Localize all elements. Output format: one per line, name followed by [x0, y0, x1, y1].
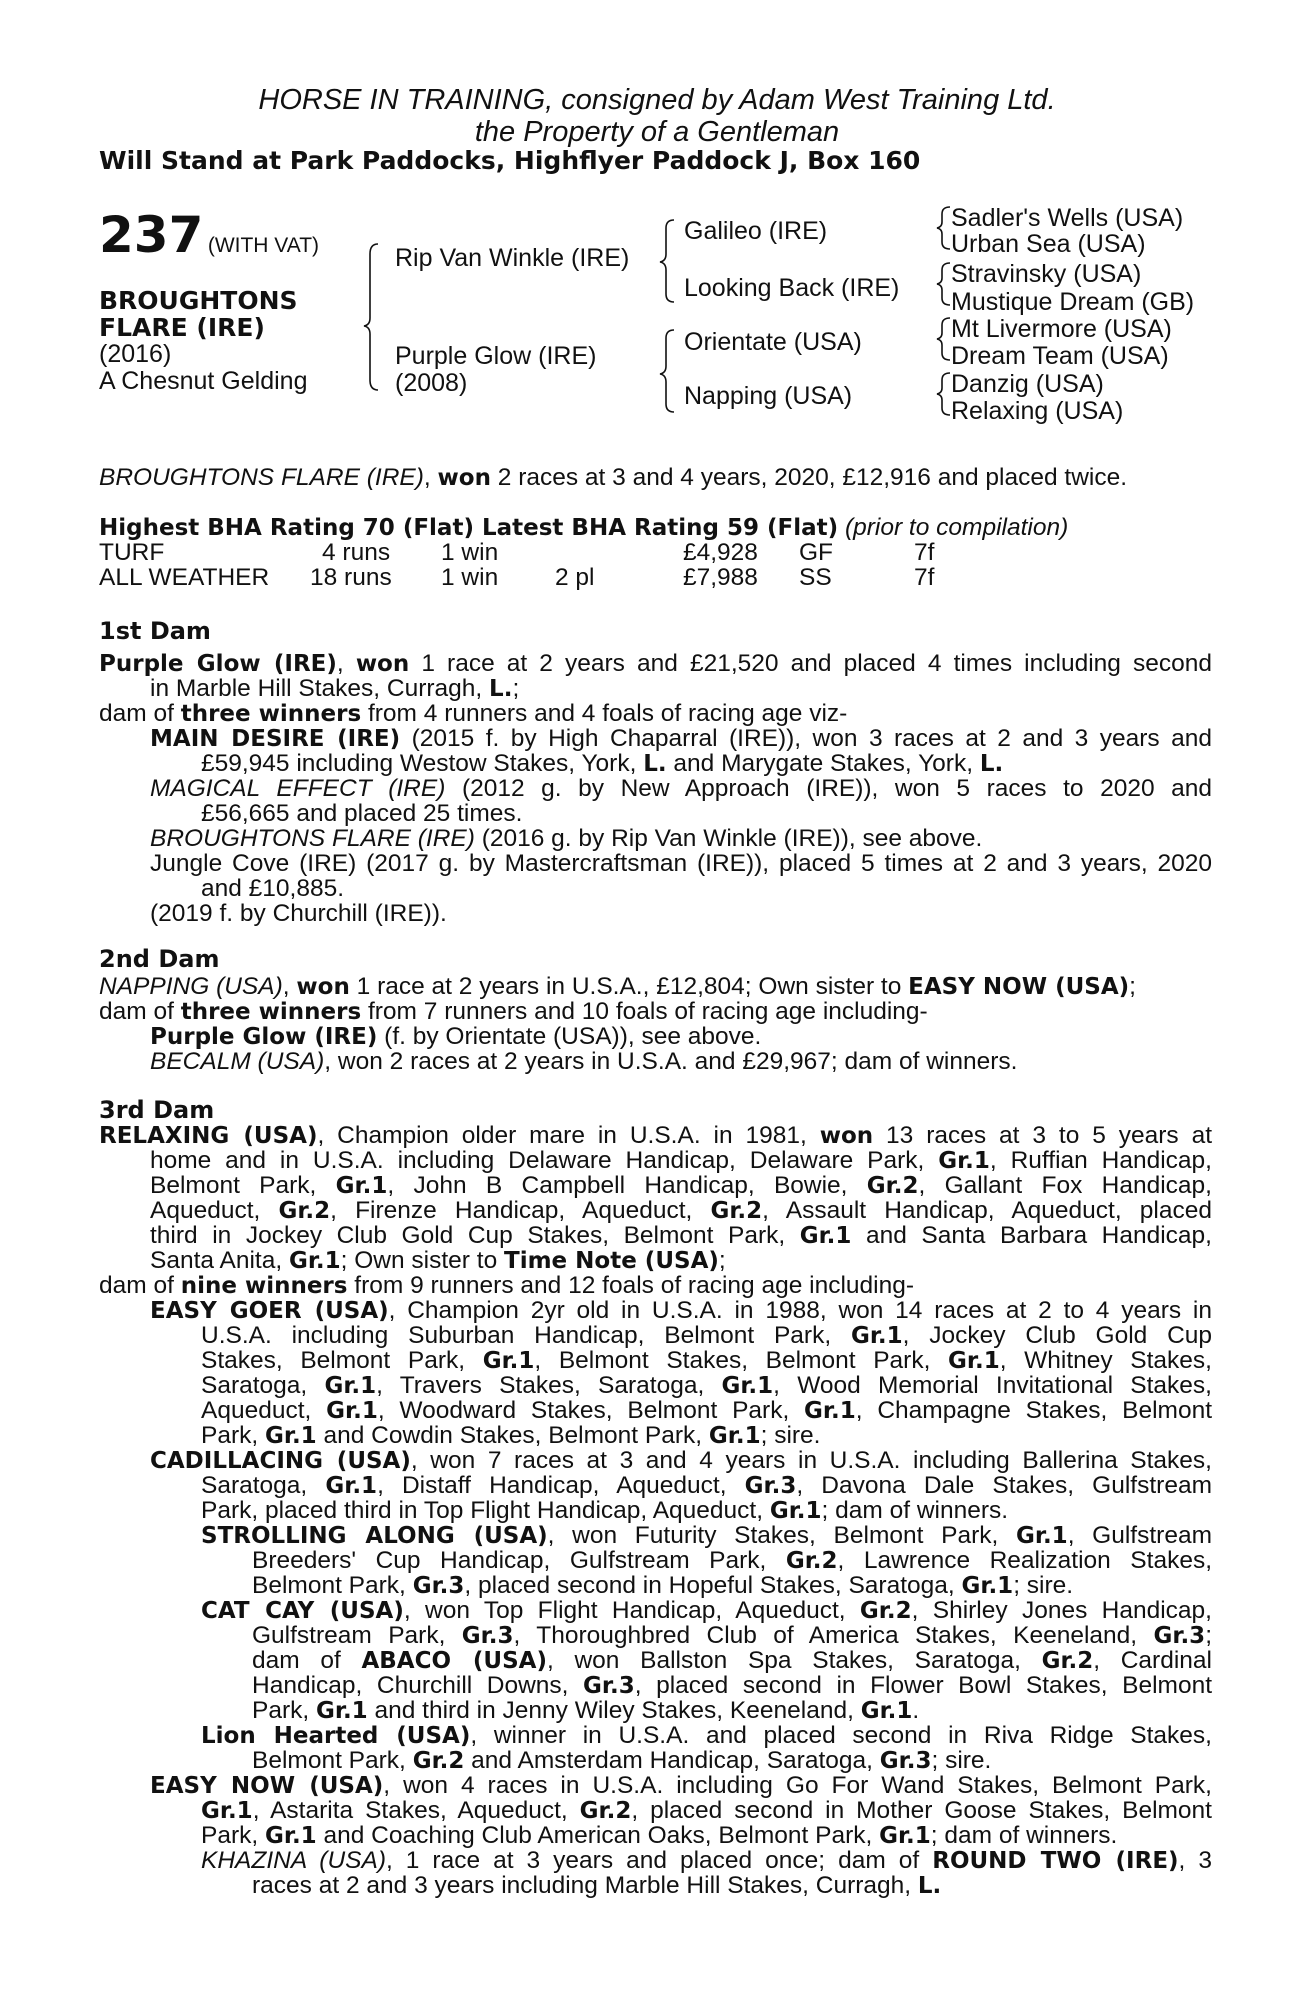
record-line: Park, Gr.1 and third in Jenny Wiley Stakes, Keeneland, Gr.1. [252, 1697, 920, 1724]
record-line: dam of three winners from 4 runners and 4 foals of racing age viz- [99, 700, 848, 727]
rating-note: (prior to compilation) [844, 514, 1069, 541]
record-line: Belmont Park, Gr.3, placed second in Hopeful Stakes, Saratoga, Gr.1; sire. [252, 1572, 1074, 1599]
horse-year: (2016) [99, 340, 172, 368]
record-line: U.S.A. including Suburban Handicap, Belmont Park, Gr.1, Jockey Club Gold Cup [201, 1322, 1212, 1348]
record-line: Gulfstream Park, Gr.3, Thoroughbred Club of America Stakes, Keeneland, Gr.3; [252, 1622, 1212, 1648]
record-line: Aqueduct, Gr.2, Firenze Handicap, Aqueduct, Gr.2, Assault Handicap, Aqueduct, placed [150, 1197, 1212, 1223]
record-line: Purple Glow (IRE), won 1 race at 2 years and £21,520 and placed 4 times including second [99, 650, 1212, 676]
pedigree-ddd: Relaxing (USA) [951, 397, 1124, 425]
form-placed: 2 pl [555, 564, 595, 591]
form-distance: 7f [914, 564, 935, 591]
pedigree-dss: Mt Livermore (USA) [951, 315, 1172, 343]
record-line: Saratoga, Gr.1, Travers Stakes, Saratoga, Gr.1, Wood Memorial Invitational Stakes, [201, 1372, 1212, 1398]
horse-name-line2: FLARE (IRE) [99, 313, 265, 342]
record-line: Lion Hearted (USA), winner in U.S.A. and placed second in Riva Ridge Stakes, [201, 1722, 1212, 1748]
record-line: dam of three winners from 7 runners and 10 foals of racing age including- [99, 998, 928, 1025]
form-going: GF [799, 539, 834, 566]
record-line: Aqueduct, Gr.1, Woodward Stakes, Belmont Park, Gr.1, Champagne Stakes, Belmont [201, 1397, 1212, 1423]
lot-number: 237 [99, 206, 204, 264]
record-line: races at 2 and 3 years including Marble Hill Stakes, Curragh, L. [252, 1872, 942, 1899]
form-surface: TURF [99, 539, 165, 566]
record-line: Park, Gr.1 and Coaching Club American Oaks, Belmont Park, Gr.1; dam of winners. [201, 1822, 1118, 1849]
record-line: Purple Glow (IRE) (f. by Orientate (USA)), see above. [150, 1023, 762, 1050]
record-line: MAIN DESIRE (IRE) (2015 f. by High Chaparral (IRE)), won 3 races at 2 and 3 years and [150, 725, 1212, 751]
summary-text: 2 races at 3 and 4 years, 2020, £12,916 and placed twice. [490, 464, 1128, 491]
record-line: and £10,885. [201, 875, 345, 902]
pedigree-sire: Rip Van Winkle (IRE) [395, 244, 630, 272]
record-line: BROUGHTONS FLARE (IRE) (2016 g. by Rip Van Winkle (IRE)), see above. [150, 825, 983, 852]
record-line: Park, placed third in Top Flight Handicap, Aqueduct, Gr.1; dam of winners. [201, 1497, 1009, 1524]
form-runs: 18 runs [310, 564, 392, 591]
pedigree-sire-sire: Galileo (IRE) [684, 217, 828, 245]
record-line: BECALM (USA), won 2 races at 2 years in U.S.A. and £29,967; dam of winners. [150, 1048, 1018, 1075]
record-line: in Marble Hill Stakes, Curragh, L.; [150, 675, 520, 702]
summary-horse-name: BROUGHTONS FLARE (IRE) [99, 464, 424, 491]
record-line: CADILLACING (USA), won 7 races at 3 and 4 years in U.S.A. including Ballerina Stakes, [150, 1447, 1212, 1473]
record-line: Jungle Cove (IRE) (2017 g. by Mastercraftsman (IRE)), placed 5 times at 2 and 3 years, 2020 [150, 850, 1212, 876]
record-line: Gr.1, Astarita Stakes, Aqueduct, Gr.2, placed second in Mother Goose Stakes, Belmont [201, 1797, 1212, 1823]
record-line: (2019 f. by Churchill (IRE)). [150, 900, 447, 927]
form-prize: £4,928 [683, 539, 758, 566]
record-line: Belmont Park, Gr.1, John B Campbell Handicap, Bowie, Gr.2, Gallant Fox Handicap, [150, 1172, 1212, 1198]
record-line: Breeders' Cup Handicap, Gulfstream Park, Gr.2, Lawrence Realization Stakes, [252, 1547, 1212, 1573]
record-line: KHAZINA (USA), 1 race at 3 years and placed once; dam of ROUND TWO (IRE), 3 [201, 1847, 1212, 1873]
record-line: EASY NOW (USA), won 4 races in U.S.A. including Go For Wand Stakes, Belmont Park, [150, 1772, 1212, 1798]
pedigree-dds: Danzig (USA) [951, 370, 1104, 398]
record-line: third in Jockey Club Gold Cup Stakes, Belmont Park, Gr.1 and Santa Barbara Handicap, [150, 1222, 1212, 1248]
record-line: Santa Anita, Gr.1; Own sister to Time Note (USA); [150, 1247, 726, 1274]
form-distance: 7f [914, 539, 935, 566]
pedigree-dam-dam: Napping (USA) [684, 382, 853, 410]
record-line: RELAXING (USA), Champion older mare in U.S.A. in 1981, won 13 races at 3 to 5 years at [99, 1122, 1212, 1148]
consignor-line: HORSE IN TRAINING, consigned by Adam West Training Ltd. [258, 84, 1056, 116]
second-dam-heading: 2nd Dam [99, 945, 220, 973]
form-wins: 1 win [441, 564, 499, 591]
record-line: Park, Gr.1 and Cowdin Stakes, Belmont Park, Gr.1; sire. [201, 1422, 821, 1449]
record-line: home and in U.S.A. including Delaware Handicap, Delaware Park, Gr.1, Ruffian Handicap, [150, 1147, 1212, 1173]
record-line: Stakes, Belmont Park, Gr.1, Belmont Stakes, Belmont Park, Gr.1, Whitney Stakes, [201, 1347, 1212, 1373]
bha-rating [99, 514, 1068, 542]
record-line: £59,945 including Westow Stakes, York, L. and Marygate Stakes, York, L. [201, 750, 1004, 777]
record-line: NAPPING (USA), won 1 race at 2 years in U.S.A., £12,804; Own sister to EASY NOW (USA); [99, 973, 1136, 1000]
record-line: CAT CAY (USA), won Top Flight Handicap, Aqueduct, Gr.2, Shirley Jones Handicap, [201, 1597, 1212, 1623]
record-line: dam of ABACO (USA), won Ballston Spa Stakes, Saratoga, Gr.2, Cardinal [252, 1647, 1212, 1673]
vat-note: (WITH VAT) [207, 234, 320, 257]
race-summary: BROUGHTONS FLARE (IRE), won 2 races at 3 and 4 years, 2020, £12,916 and placed twice. [99, 464, 1128, 491]
record-line: MAGICAL EFFECT (IRE) (2012 g. by New Approach (IRE)), won 5 races to 2020 and [150, 775, 1212, 801]
form-prize: £7,988 [683, 564, 758, 591]
horse-description: A Chesnut Gelding [99, 367, 308, 395]
record-line: STROLLING ALONG (USA), won Futurity Stakes, Belmont Park, Gr.1, Gulfstream [201, 1522, 1212, 1548]
summary-won: won [437, 465, 491, 491]
stand-location: Will Stand at Park Paddocks, Highflyer Paddock J, Box 160 [99, 146, 921, 175]
first-dam-heading: 1st Dam [99, 617, 211, 645]
pedigree-dam-sire: Orientate (USA) [684, 328, 862, 356]
property-line: the Property of a Gentleman [474, 116, 840, 148]
form-wins: 1 win [441, 539, 499, 566]
pedigree-ssd: Urban Sea (USA) [951, 230, 1146, 258]
form-runs: 4 runs [322, 539, 391, 566]
third-dam-heading: 3rd Dam [99, 1096, 215, 1124]
record-line: £56,665 and placed 25 times. [201, 800, 523, 827]
record-line: Belmont Park, Gr.2 and Amsterdam Handicap, Saratoga, Gr.3; sire. [252, 1747, 992, 1774]
pedigree-dam: Purple Glow (IRE) [395, 342, 597, 370]
pedigree-dam-year: (2008) [395, 369, 468, 397]
record-line: Handicap, Churchill Downs, Gr.3, placed second in Flower Bowl Stakes, Belmont [252, 1672, 1212, 1698]
form-surface: ALL WEATHER [99, 564, 270, 591]
pedigree-sss: Sadler's Wells (USA) [951, 204, 1184, 232]
pedigree-sdd: Mustique Dream (GB) [951, 288, 1195, 316]
record-line: Saratoga, Gr.1, Distaff Handicap, Aqueduct, Gr.3, Davona Dale Stakes, Gulfstream [201, 1472, 1212, 1498]
horse-name-line1: BROUGHTONS [99, 286, 298, 315]
form-going: SS [799, 564, 832, 591]
pedigree-sire-dam: Looking Back (IRE) [684, 274, 900, 302]
record-line: EASY GOER (USA), Champion 2yr old in U.S.A. in 1988, won 14 races at 2 to 4 years in [150, 1297, 1212, 1323]
record-line: dam of nine winners from 9 runners and 12 foals of racing age including- [99, 1272, 915, 1299]
rating-label: Highest BHA Rating 70 (Flat) Latest BHA Rating 59 (Flat) [99, 515, 839, 541]
pedigree-dsd: Dream Team (USA) [951, 342, 1169, 370]
pedigree-sds: Stravinsky (USA) [951, 260, 1142, 288]
